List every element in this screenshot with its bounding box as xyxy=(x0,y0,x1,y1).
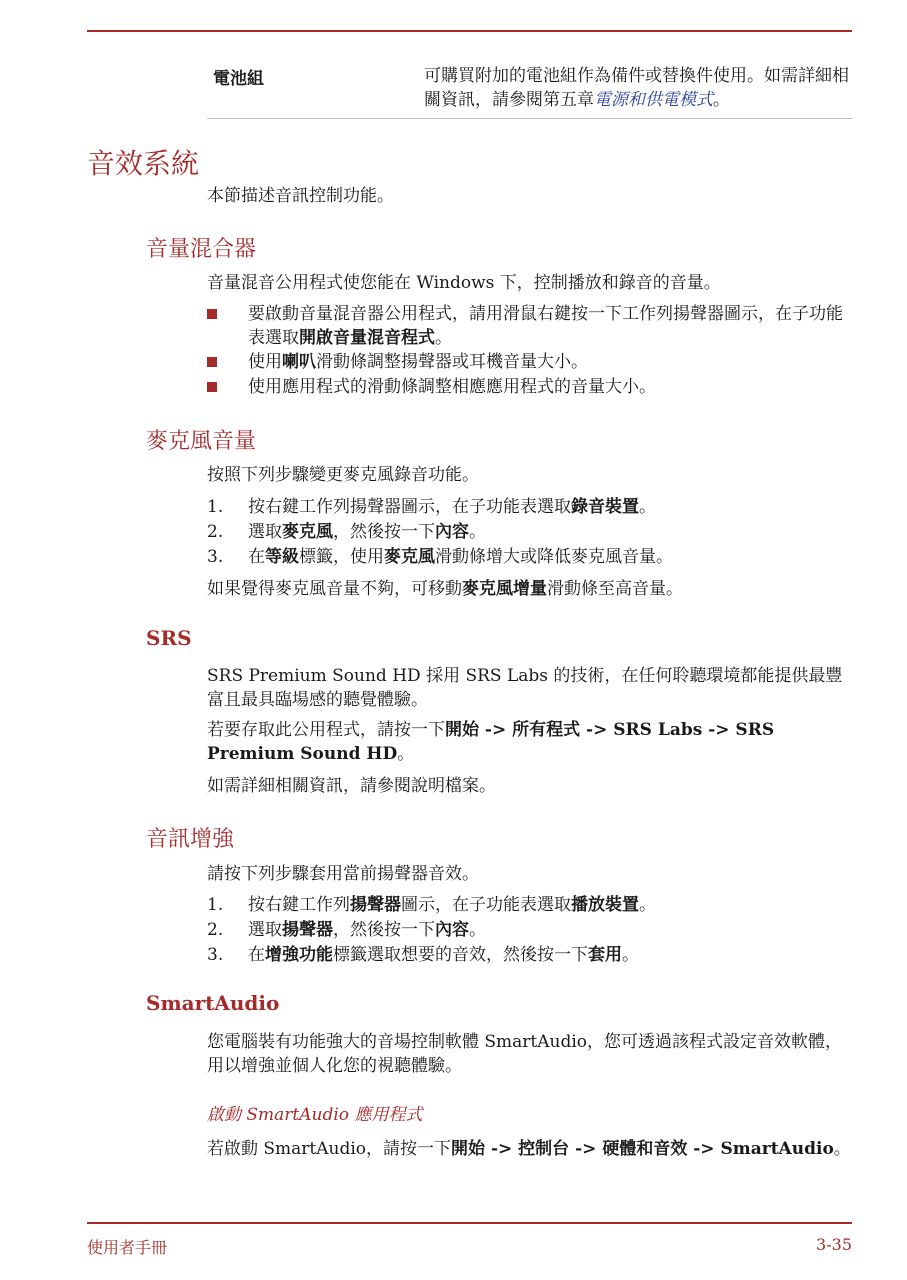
step-bold: 麥克風 xyxy=(384,547,435,567)
step-text: 按右鍵工作列 xyxy=(248,895,350,915)
list-item xyxy=(207,375,852,399)
section-intro: 本節描述音訊控制功能。 xyxy=(207,186,394,206)
list-item xyxy=(207,545,852,569)
srs-help: 如需詳細相關資訊，請參閱說明檔案。 xyxy=(207,776,496,796)
step-text: 選取 xyxy=(248,920,282,940)
list-item xyxy=(207,302,852,350)
volume-mixer-intro: 音量混音公用程式使您能在 Windows 下，控制播放和錄音的音量。 xyxy=(207,273,721,293)
note-text: 如果覺得麥克風音量不夠，可移動 xyxy=(207,579,462,599)
header-rule xyxy=(87,30,852,32)
bullet-text: 使用 xyxy=(248,352,282,372)
srs-description: SRS Premium Sound HD 採用 SRS Labs 的技術，在任何聆聽環境都能提供最豐富且最具臨場感的聽覺體驗。 xyxy=(207,666,843,710)
list-item xyxy=(207,520,852,544)
bullet-square-icon xyxy=(207,309,217,319)
step-text: 。 xyxy=(622,945,639,965)
step-bold: 麥克風 xyxy=(282,522,333,542)
list-item xyxy=(207,943,852,967)
step-text: 。 xyxy=(469,522,486,542)
smartaudio-launch-end: 。 xyxy=(833,1139,851,1159)
srs-access-end: 。 xyxy=(397,744,415,764)
smartaudio-launch-text: 若啟動 SmartAudio，請按一下 xyxy=(207,1139,452,1159)
step-bold: 增強功能 xyxy=(265,945,333,965)
srs-heading: SRS xyxy=(146,626,192,650)
srs-access xyxy=(207,718,852,766)
step-text: 在 xyxy=(248,945,265,965)
table-desc-end: 。 xyxy=(713,90,730,110)
step-bold: 揚聲器 xyxy=(350,895,401,915)
note-text-end: 滑動條至高音量。 xyxy=(547,579,683,599)
bullet-text-end: 滑動條調整揚聲器或耳機音量大小。 xyxy=(316,352,588,372)
table-term: 電池組 xyxy=(213,69,264,89)
bullet-text-end: 。 xyxy=(435,328,452,348)
step-number: 2. xyxy=(207,920,224,940)
volume-mixer-heading: 音量混合器 xyxy=(146,237,257,262)
srs-access-text: 若要存取此公用程式，請按一下 xyxy=(207,720,445,740)
bullet-text: 使用應用程式的滑動條調整相應應用程式的音量大小。 xyxy=(248,377,656,397)
bullet-square-icon xyxy=(207,382,217,392)
note-bold: 麥克風增量 xyxy=(462,579,547,599)
mic-heading: 麥克風音量 xyxy=(146,429,257,454)
step-bold: 內容 xyxy=(435,920,469,940)
power-chapter-link[interactable]: 電源和供電模式 xyxy=(594,90,713,110)
table-desc-text: 可購買附加的電池組作為備件或替換件使用。如需詳細相關資訊，請參閱第五章 xyxy=(424,66,849,110)
table-description xyxy=(424,64,852,112)
list-item xyxy=(207,918,852,942)
list-item xyxy=(207,495,852,519)
footer-page-number: 3-35 xyxy=(816,1235,852,1254)
enhance-intro: 請按下列步驟套用當前揚聲器音效。 xyxy=(207,864,479,884)
smartaudio-heading: SmartAudio xyxy=(146,991,280,1015)
smartaudio-subheading: 啟動 SmartAudio 應用程式 xyxy=(207,1105,423,1125)
step-text: 圖示，在子功能表選取 xyxy=(401,895,571,915)
step-number: 1. xyxy=(207,895,224,915)
bullet-bold: 喇叭 xyxy=(282,352,316,372)
smartaudio-menu-path: 開始 -> 控制台 -> 硬體和音效 -> SmartAudio xyxy=(451,1139,834,1159)
srs-menu-path: 開始 -> 所有程式 -> SRS Labs -> SRS Premium Sound HD xyxy=(207,720,775,764)
step-bold: 內容 xyxy=(435,522,469,542)
step-number: 1. xyxy=(207,497,224,517)
enhance-heading: 音訊增強 xyxy=(146,827,235,852)
smartaudio-launch xyxy=(207,1137,852,1161)
footer-manual-title: 使用者手冊 xyxy=(87,1238,168,1257)
step-text: 。 xyxy=(639,497,656,517)
step-text: 標籤，使用 xyxy=(299,547,384,567)
step-bold: 等級 xyxy=(265,547,299,567)
list-item xyxy=(207,893,852,917)
step-text: 按右鍵工作列揚聲器圖示，在子功能表選取 xyxy=(248,497,571,517)
step-bold: 揚聲器 xyxy=(282,920,333,940)
list-item xyxy=(207,350,852,374)
bullet-square-icon xyxy=(207,357,217,367)
step-bold: 播放裝置 xyxy=(571,895,639,915)
step-text: ，然後按一下 xyxy=(333,522,435,542)
mic-note xyxy=(207,577,852,601)
step-text: 標籤選取想要的音效，然後按一下 xyxy=(333,945,588,965)
mic-intro: 按照下列步驟變更麥克風錄音功能。 xyxy=(207,465,479,485)
step-text: 選取 xyxy=(248,522,282,542)
section-title: 音效系統 xyxy=(87,147,200,180)
step-text: ，然後按一下 xyxy=(333,920,435,940)
step-number: 2. xyxy=(207,522,224,542)
step-bold: 套用 xyxy=(588,945,622,965)
step-bold: 錄音裝置 xyxy=(571,497,639,517)
bullet-text: 要啟動音量混音器公用程式，請用滑鼠右鍵按一下工作列揚聲器圖示，在子功能表選取 xyxy=(248,304,843,348)
smartaudio-description: 您電腦裝有功能強大的音場控制軟體 SmartAudio，您可透過該程式設定音效軟體，用以增強並個人化您的視聽體驗。 xyxy=(207,1032,843,1076)
step-text: 。 xyxy=(469,920,486,940)
step-text: 。 xyxy=(639,895,656,915)
bullet-bold: 開啟音量混音程式 xyxy=(299,328,435,348)
footer-rule xyxy=(87,1222,852,1224)
step-number: 3. xyxy=(207,945,224,965)
battery-table-row xyxy=(207,64,852,119)
step-text: 滑動條增大或降低麥克風音量。 xyxy=(435,547,673,567)
step-text: 在 xyxy=(248,547,265,567)
step-number: 3. xyxy=(207,547,224,567)
